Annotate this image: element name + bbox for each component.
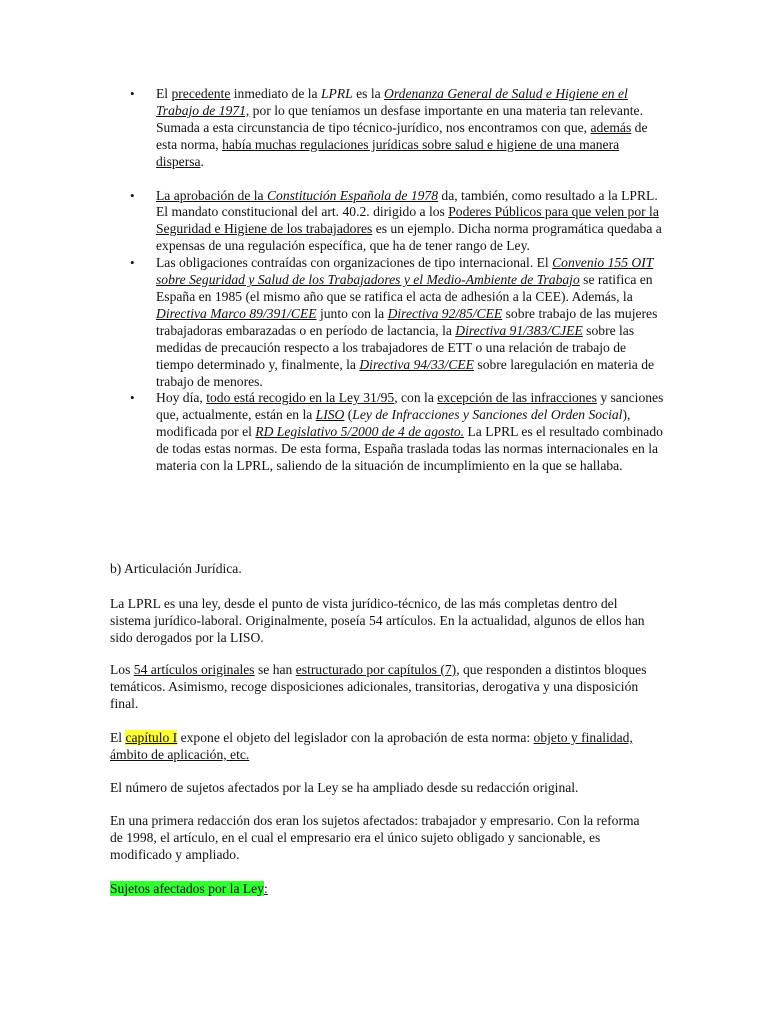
text-run: La LPRL es una ley, desde el punto de vista jurídico-técnico, de las más completas dentro del sistema jurídico-laboral. Originalmente, poseía 54 artículos. En la actualidad, algunos de ellos han sido derogados por la LISO. — [110, 596, 645, 645]
text-run: RD Legislativo 5/2000 de 4 de agosto. — [255, 424, 465, 440]
bullet-icon: • — [130, 187, 135, 203]
bullet-icon: • — [130, 86, 135, 101]
text-run: se han — [254, 662, 296, 677]
text-run: El número de sujetos afectados por la Ley se ha ampliado desde su redacción original. — [110, 780, 579, 795]
text-run: 54 artículos originales — [133, 662, 255, 677]
paragraph-4 — [110, 780, 655, 797]
paragraph-3 — [110, 730, 655, 764]
bullet-item-1 — [0, 86, 666, 171]
paragraph-6 — [110, 881, 655, 898]
bullet-text — [156, 86, 647, 169]
text-run: , que responden a distintos bloques temáticos. Asimismo, recoge disposiciones adicionales, transitorias, derogativa y una disposición final. — [110, 662, 647, 711]
text-run: sobre trabajo de las mujeres trabajadoras embarazadas o en período de lactancia, la — [156, 305, 658, 338]
text-run: Ley de Infracciones y Sanciones del Orden Social — [352, 407, 623, 423]
section-heading: b) Articulación Jurídica. — [110, 561, 242, 576]
text-run: La LPRL es el resultado combinado de todas estas normas. De esta forma, España traslada todas las normas internacionales en la materia con la LPRL, saliendo de la situación de incumplimiento en la que se hallaba. — [156, 424, 663, 474]
text-run: : — [264, 881, 268, 896]
text-run: El — [156, 86, 172, 101]
text-run: por lo que teníamos un desfase importante en una materia tan relevante. Sumada a esta circunstancia de tipo técnico-jurídico, nos encontramos con que, — [156, 102, 643, 135]
text-run: objeto y finalidad, ámbito de aplicación, etc. — [110, 730, 633, 762]
text-run: Constitución Española de 1978 — [266, 187, 439, 203]
text-run: había muchas regulaciones jurídicas sobre salud e higiene de una manera dispersa — [156, 136, 620, 169]
text-run: Las obligaciones contraídas con organizaciones de tipo internacional. El — [156, 255, 553, 271]
paragraph-1 — [110, 596, 655, 647]
text-run: expone el objeto del legislador con la aprobación de esta norma: — [177, 730, 534, 745]
text-run: capítulo I — [125, 730, 178, 745]
text-run: es un ejemplo. Dicha norma programática quedaba a expensas de una regulación específica, que ha de tener rango de Ley. — [156, 221, 662, 254]
bullet-item-4 — [0, 390, 666, 475]
text-run: precedente — [171, 86, 231, 101]
text-run: se ratifica en España en 1985 (el mismo año que se ratifica el acta de adhesión a la CEE). Además, la — [156, 272, 653, 304]
text-run: da, también, como resultado a la LPRL. El mandato constitucional del art. 40.2. dirigido a los — [156, 187, 658, 220]
text-run: estructurado por capítulos (7) — [295, 662, 457, 677]
text-run: inmediato de la — [230, 86, 321, 101]
text-run: sobre laregulación en materia de trabajo de menores. — [156, 356, 655, 389]
text-run: junto con la — [316, 305, 388, 321]
text-run: LPRL — [320, 86, 353, 101]
text-run: , con la — [394, 390, 438, 406]
text-run: Directiva 94/33/CEE — [359, 356, 474, 372]
text-run: En una primera redacción dos eran los sujetos afectados: trabajador y empresario. Con la reforma de 1998, el artículo, en el cual el empresario era el único sujeto obligado y sancionable, es modificado y ampliado. — [110, 813, 640, 862]
text-run: Sujetos afectados por la Ley — [110, 881, 265, 896]
text-run: y sanciones que, actualmente, están en la — [156, 390, 664, 423]
text-run: Directiva 92/85/CEE — [387, 305, 503, 321]
text-run: Hoy día, — [156, 390, 207, 406]
paragraph-5 — [110, 813, 655, 864]
text-run: Convenio 155 OIT sobre Seguridad y Salud de los Trabajadores y el Medio-Ambiente de Trabajo — [156, 255, 654, 288]
text-run: es la — [352, 86, 385, 101]
text-run: excepción de las infracciones — [437, 390, 597, 406]
text-run: sobre las medidas de precaución respecto a los trabajadores de ETT o una relación de trabajo de tiempo determinado y, finalmente, la — [156, 322, 635, 372]
bullet-icon: • — [130, 255, 135, 271]
text-run: además — [590, 119, 632, 135]
text-run: ), modificada por el — [156, 407, 631, 440]
text-run: Poderes Públicos para que velen por la Seguridad e Higiene de los trabajadores — [156, 204, 659, 237]
bullet-item-2 — [0, 188, 666, 256]
bullet-text — [156, 255, 657, 388]
paragraph-2 — [110, 662, 655, 713]
bullet-text — [156, 188, 662, 254]
text-run: Los — [110, 662, 134, 677]
text-run: Directiva 91/383/CJEE — [455, 322, 583, 338]
text-run: todo está recogido en la Ley 31/95 — [206, 390, 395, 406]
text-run: LISO — [315, 407, 345, 423]
bullet-text — [156, 390, 663, 473]
bullet-list — [0, 86, 768, 475]
text-run: ( — [344, 407, 353, 423]
text-run: Directiva Marco 89/391/CEE — [156, 305, 317, 321]
text-run: La aprobación de la — [156, 187, 267, 203]
text-run: de esta norma, — [156, 119, 648, 152]
bullet-item-3 — [0, 255, 666, 390]
spacer — [0, 171, 666, 188]
bullet-icon: • — [130, 390, 135, 406]
text-run: Ordenanza General de Salud e Higiene en el Trabajo de 1971, — [156, 86, 628, 118]
text-run: El — [110, 730, 126, 745]
text-run: . — [200, 153, 204, 169]
